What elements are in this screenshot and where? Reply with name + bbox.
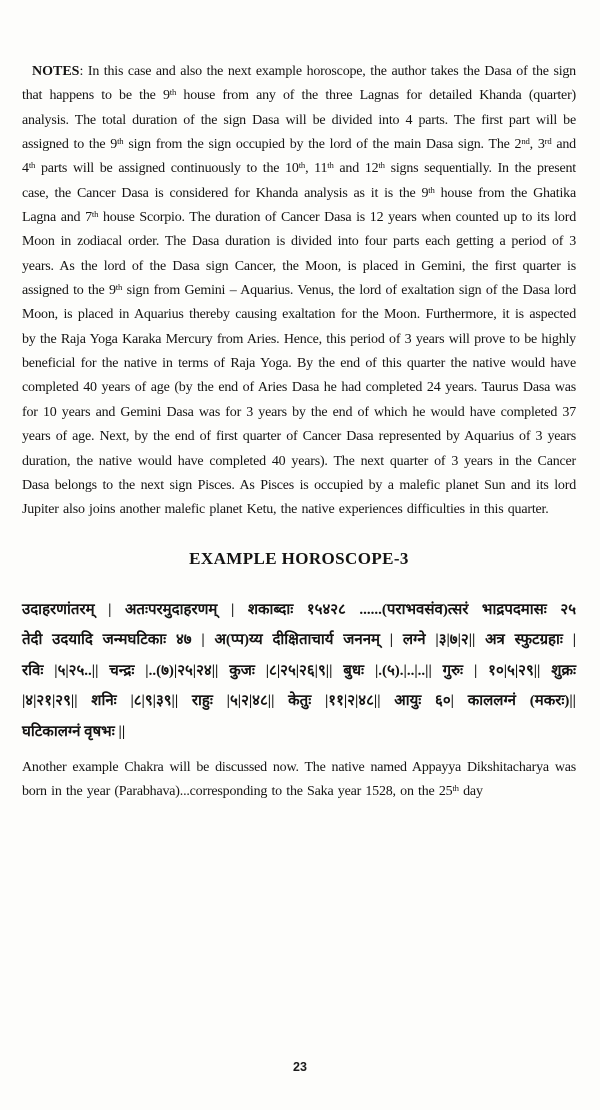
body-paragraph: Another example Chakra will be discussed now. The native named Appayya Dikshitacharya was born in the year (Parabhava)...corresponding to the Saka year 1528, on the 25th day [22,760,576,800]
sanskrit-line-3: रविः |५|२५..|| चन्द्रः |..(७)|२५|२४|| कुजः |८|२५|२६|९|| बुधः |.(५).|..|..|| गुरुः | १०|५|२९|| शुक्रः [22,662,576,679]
section-heading: EXAMPLE HOROSCOPE-3 [189,548,409,568]
sanskrit-line-2: तेदी उदयादि जन्मघटिकाः ४७ | अ(प्प)य्य दीक्षिताचार्य जननम् | लग्ने |३|७|२|| अत्र स्फुटग्रहाः | [22,632,576,649]
notes-paragraph: NOTES: In this case and also the next example horoscope, the author takes the Dasa of the sign that happens to be the 9th house from any of the three Lagnas for detailed Khanda (quarter) analysis. The total duration of the sign Dasa will be divided into 4 parts. The first part will be assigned to the 9th sign from the sign occupied by the lord of the main Dasa sign. The 2nd, 3rd and 4th parts will be assigned continuously to the 10th, 11th and 12th signs sequentially. In the present case, the Cancer Dasa is considered for Khanda analysis as it is the 9th house from the Ghatika Lagna and 7th house Scorpio. The duration of Cancer Dasa is 12 years when counted up to its lord Moon in zodiacal order. The Dasa duration is divided into four parts each getting a period of 3 years. As the lord of the Dasa sign Cancer, the Moon, is placed in Gemini, the first quarter is assigned to the 9th sign from Gemini – Aquarius. Venus, the lord of exaltation sign of the Dasa lord Moon, is placed in Aquarius thereby causing exaltation for the Moon. Furthermore, it is aspected by the Raja Yoga Karaka Mercury from Aries. Hence, this period of 3 years will prove to be highly beneficial for the native in terms of Raja Yoga. By the end of this quarter the native would have completed 40 years of age (by the end of Aries Dasa he had completed 24 years. Taurus Dasa was for 10 years and Gemini Dasa was for 3 years by the end of which he would have completed 37 years of age. Next, by the end of first quarter of Cancer Dasa represented by Aquarius of 3 years duration, the native would have completed 40 years). The next quarter of 3 years in the Cancer Dasa belongs to the next sign Pisces. As Pisces is occupied by a malefic planet Sun and its lord Jupiter also joins another malefic planet Ketu, the native experiences difficulties in this quarter. [22,64,576,518]
sanskrit-line-4: |४|२१|२९|| शनिः |८|९|३९|| राहुः |५|२|४८|| केतुः |११|२|४८|| आयुः ६०| काललग्नं (मकरः)|| [22,693,576,710]
sanskrit-block [22,595,576,748]
page-number: 23 [293,1060,307,1074]
sanskrit-line-5: घटिकालग्नं वृषभः || [22,723,126,740]
sanskrit-line-1: उदाहरणांतरम् | अतःपरमुदाहरणम् | शकाब्दाः १५४२८ ......(पराभवसंव)त्सरं भाद्रपदमासः २५ [22,601,576,618]
